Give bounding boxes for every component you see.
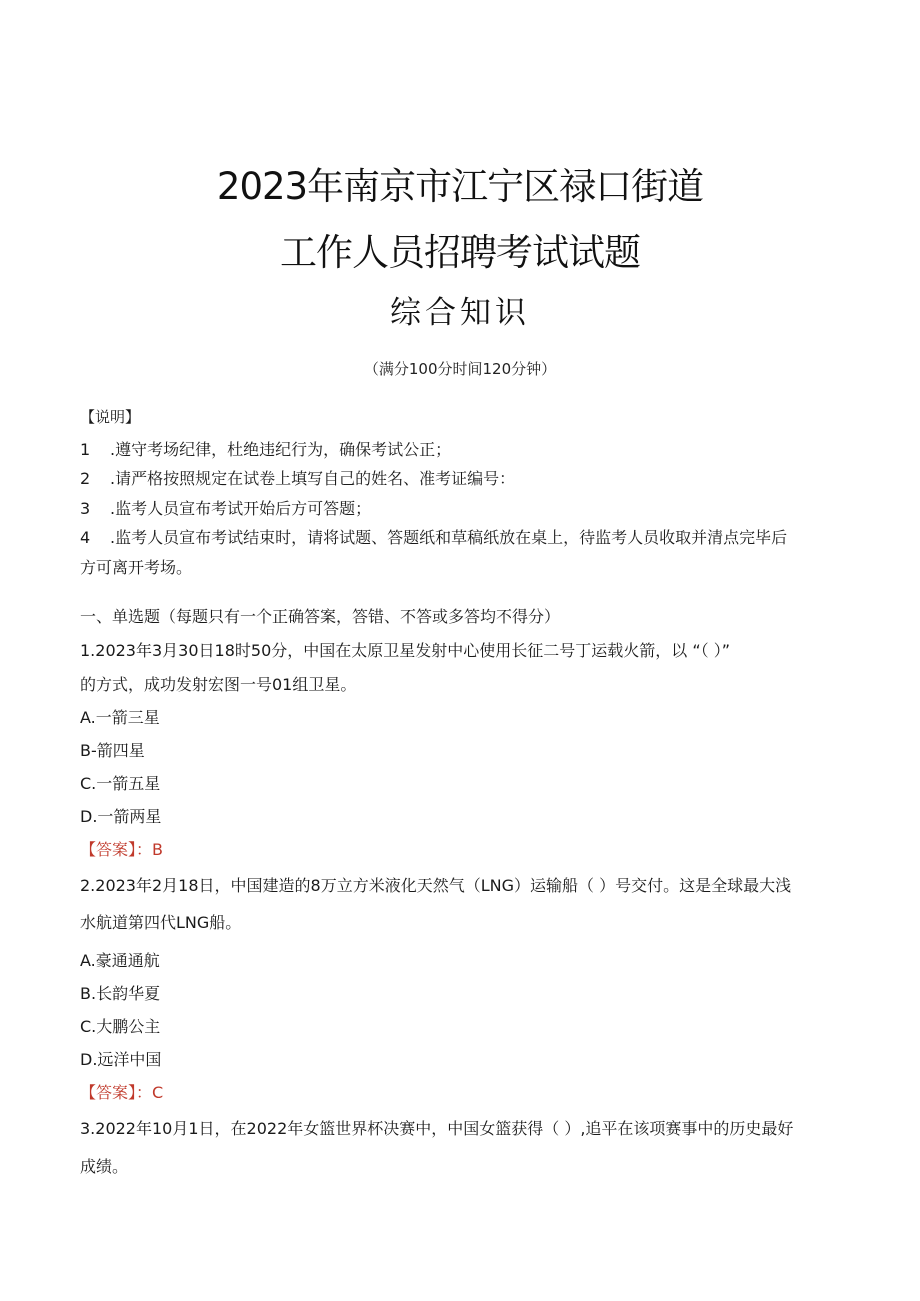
notice-item-number: 4 xyxy=(80,528,91,547)
question-stem-continuation: 的方式，成功发射宏图一号01组卫星。 xyxy=(80,675,357,694)
question-stem-continuation: 水航道第四代LNG船。 xyxy=(80,913,242,932)
notice-item-number: 2 xyxy=(80,469,91,488)
answer-value: ：C xyxy=(136,1083,164,1102)
answer-value: ：B xyxy=(136,840,163,859)
document-title-line2: 工作人员招聘考试试题 xyxy=(280,231,640,274)
notice-item xyxy=(80,437,451,460)
document-subtitle: 综合知识 xyxy=(390,295,530,331)
notice-item-text: .监考人员宣布考试开始后方可答题； xyxy=(110,499,372,518)
document-title-line1: 2023年南京市江宁区禄口街道 xyxy=(216,165,704,208)
notice-item-text: .遵守考场纪律，杜绝违纪行为，确保考试公正； xyxy=(110,440,452,459)
question-option: A.一箭三星 xyxy=(80,708,160,727)
notice-item-text: .监考人员宣布考试结束时，请将试题、答题纸和草稿纸放在桌上，待监考人员收取并清点完毕后 xyxy=(110,528,788,547)
question-option: A.豪通通航 xyxy=(80,951,160,970)
answer-line xyxy=(80,1080,163,1103)
section-heading: 一、单选题（每题只有一个正确答案，答错、不答或多答均不得分） xyxy=(80,607,561,626)
notice-item xyxy=(80,496,371,519)
answer-line xyxy=(80,837,163,860)
notice-item-continuation: 方可离开考场。 xyxy=(80,558,193,577)
question-stem: 3.2022年10月1日，在2022年女篮世界杯决赛中，中国女篮获得（ ）,追平在该项赛事中的历史最好 xyxy=(80,1119,794,1138)
notice-item-number: 1 xyxy=(80,440,91,459)
question-stem-continuation: 成绩。 xyxy=(80,1157,129,1176)
notice-heading: 【说明】 xyxy=(80,408,141,426)
notice-item xyxy=(80,525,787,548)
answer-label: 【答案】 xyxy=(80,1083,137,1102)
notice-item-text: .请严格按照规定在试卷上填写自己的姓名、准考证编号： xyxy=(110,469,516,488)
question-option: B.长韵华夏 xyxy=(80,984,161,1003)
question-stem: 1.2023年3月30日18时50分，中国在太原卫星发射中心使用长征二号丁运载火箭，以 “（ ）” xyxy=(80,641,730,660)
question-option: C.一箭五星 xyxy=(80,774,161,793)
question-option: D.一箭两星 xyxy=(80,807,162,826)
notice-item-number: 3 xyxy=(80,499,91,518)
question-option: B-箭四星 xyxy=(80,741,145,760)
notice-item xyxy=(80,466,515,489)
question-option: C.大鹏公主 xyxy=(80,1017,161,1036)
score-time-note: （满分100分时间120分钟） xyxy=(363,360,557,378)
question-stem: 2.2023年2月18日，中国建造的8万立方米液化天然气（LNG）运输船（ ）号交付。这是全球最大浅 xyxy=(80,876,792,895)
answer-label: 【答案】 xyxy=(80,840,137,859)
question-option: D.远洋中国 xyxy=(80,1050,162,1069)
